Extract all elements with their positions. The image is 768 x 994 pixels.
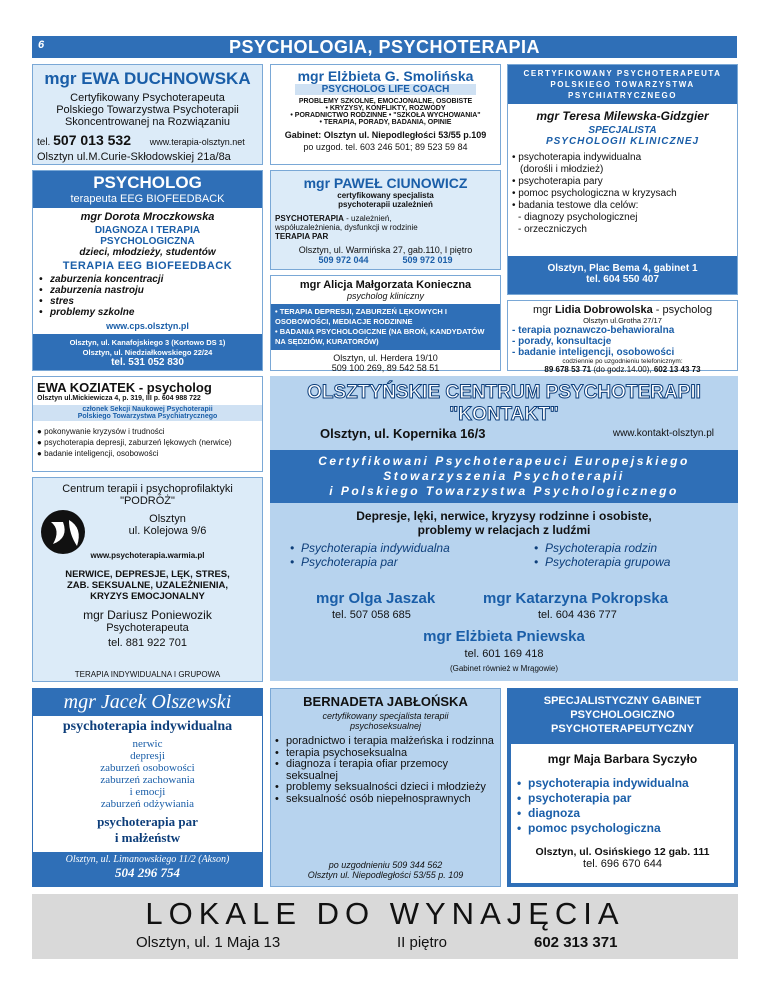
phone: tel. 604 550 407 xyxy=(586,274,659,285)
address: Olsztyn, ul. Herdera 19/10 xyxy=(333,353,438,363)
ad-line: Polskiego Towarzystwa Psychiatrycznego xyxy=(77,413,218,420)
ad-podroz xyxy=(32,477,263,682)
list-item: • diagnoza xyxy=(517,806,734,821)
ad-milewska xyxy=(507,64,738,295)
list-item: • seksualność osób niepełnosprawnych xyxy=(275,794,496,806)
list-item: • psychoterapia par xyxy=(517,791,734,806)
list-item: • Psychoterapia indywidualna xyxy=(290,541,450,555)
list-item: • psychoterapia indywidualna xyxy=(517,776,734,791)
list-item-text: badanie inteligencji, osobowości xyxy=(44,449,159,458)
phone: po uzgodnieniu 509 344 562 xyxy=(328,860,443,870)
list-item-text: badania testowe dla celów: xyxy=(518,200,639,211)
ad-kontakt xyxy=(270,376,738,681)
address: Olsztyn, ul. Limanowskiego 11/2 (Akson) xyxy=(65,854,230,865)
ad-sub: psychoterapia par xyxy=(97,814,198,829)
list-item: • diagnoza i terapia ofiar przemocy seksualnej xyxy=(275,759,496,782)
service-list xyxy=(37,426,262,459)
address: Olsztyn ul.M.Curie-Skłodowskiej 21a/8a xyxy=(37,151,231,163)
phone: 602 13 43 73 xyxy=(653,365,701,374)
ad-line: Centrum terapii i psychoprofilaktyki xyxy=(62,483,233,495)
list-item: • problemy seksualności dzieci i młodzieży xyxy=(275,782,496,794)
ad-syczylo xyxy=(507,688,738,887)
service-list xyxy=(275,736,496,805)
ad-note: (Gabinet również w Mrągowie) xyxy=(449,664,559,673)
list-item: • Psychoterapia grupowa xyxy=(534,555,670,569)
address: Olsztyn, ul. Kanafojskiego 3 (Kortowo DS 1) xyxy=(69,338,226,347)
phone: tel. 507 058 685 xyxy=(332,609,411,621)
ad-name: BERNADETA JABŁOŃSKA xyxy=(303,694,468,709)
ad-line: • KRYZYSY, KONFLIKTY, ROZWODY xyxy=(325,105,446,112)
website[interactable]: www.kontakt-olsztyn.pl xyxy=(612,428,714,439)
phone: tel. 601 169 418 xyxy=(464,648,544,660)
phones xyxy=(271,255,500,265)
phone: 507 013 532 xyxy=(53,132,131,148)
phone: 504 296 754 xyxy=(115,865,180,880)
floor: II piętro xyxy=(397,934,448,951)
ad-name: mgr EWA DUCHNOWSKA xyxy=(44,69,251,88)
service-list xyxy=(270,541,738,575)
list-item: • stres xyxy=(39,296,262,307)
ad-line: psychoterapii uzależnień xyxy=(338,200,433,209)
ad-contact xyxy=(37,132,262,148)
website[interactable]: www.psychoterapia.warmia.pl xyxy=(90,551,205,560)
ad-olszewski xyxy=(32,688,263,887)
list-item: • psychoterapia indywidualna xyxy=(512,152,642,163)
ad-line: PSYCHOLOGICZNO xyxy=(570,709,675,721)
address: Olsztyn, Plac Bema 4, gabinet 1 xyxy=(547,263,698,274)
list-item-text: pomoc psychologiczna w kryzysach xyxy=(518,188,677,199)
therapist-phone xyxy=(332,609,411,621)
service-list xyxy=(517,776,734,836)
ad-name: mgr Alicja Małgorzata Konieczna xyxy=(299,279,472,291)
list-item: • pomoc psychologiczna w kryzysach xyxy=(512,188,677,199)
ad-name-row xyxy=(508,304,737,316)
therapist-name: mgr Katarzyna Pokropska xyxy=(483,590,669,607)
service-list xyxy=(512,152,737,236)
ad-ciunowicz xyxy=(270,170,501,270)
list-item xyxy=(512,212,737,224)
list-item-text: - orzeczniczych xyxy=(518,224,587,235)
ad-title-prefix: mgr xyxy=(532,304,552,316)
ad-footer xyxy=(508,256,737,294)
list-item: • pomoc psychologiczna xyxy=(517,821,734,836)
list-item-text: psychoterapia pary xyxy=(518,176,603,187)
ad-line: SPECJALISTYCZNY GABINET xyxy=(543,695,702,707)
ad-line: i Polskiego Towarzystwa Psychologicznego xyxy=(329,484,679,498)
ad-name: mgr PAWEŁ CIUNOWICZ xyxy=(303,175,468,191)
website[interactable]: www.cps.olsztyn.pl xyxy=(106,321,189,331)
list-item: depresji xyxy=(130,750,165,762)
phone: tel. 531 052 830 xyxy=(111,357,184,368)
phone: po uzgod. tel. 603 246 501; 89 523 59 84 xyxy=(303,142,468,152)
therapist-name: mgr Olga Jaszak xyxy=(316,590,436,607)
list-item: ● pokonywanie kryzysów i trudności xyxy=(37,427,165,436)
ad-line: PROBLEMY SZKOLNE, EMOCJONALNE, OSOBISTE xyxy=(298,98,473,105)
ad-footer xyxy=(33,334,262,370)
ad-sub: psychoseksualnej xyxy=(349,721,422,731)
address: ul. Kolejowa 9/6 xyxy=(128,525,207,537)
ad-sub: psychoterapia indywidualna xyxy=(62,719,233,734)
ad-panel xyxy=(270,450,738,503)
ad-name: mgr Teresa Milewska-Gidzgier xyxy=(536,109,709,123)
address: Olsztyn ul.Mickiewicza 4, p. 319, III p. 604 988 722 xyxy=(37,395,201,402)
ad-panel xyxy=(271,304,500,350)
address: Gabinet: Olsztyn ul. Niepodległości 53/55 p.109 xyxy=(284,130,487,140)
list-item: ● psychoterapia depresji, zaburzeń lękowych (nerwice) xyxy=(37,438,232,447)
ad-header xyxy=(508,65,737,104)
footer-banner xyxy=(32,894,738,959)
list-item xyxy=(512,164,737,176)
ad-dobrowolska xyxy=(507,300,738,374)
ad-line: - porady, konsultacje xyxy=(512,336,612,347)
ad-line: PSYCHOTERAPIA xyxy=(275,214,344,223)
list-item-text: pokonywanie kryzysów i trudności xyxy=(44,427,165,436)
ad-role: Psychoterapeuta xyxy=(106,622,189,634)
address: Olsztyn, ul. Niedziałkowskiego 22/24 xyxy=(82,348,213,357)
ad-line: Certyfikowani Psychoterapeuci Europejskiego xyxy=(318,454,690,468)
ad-name: Lidia Dobrowolska xyxy=(554,304,653,316)
ad-note: codziennie po uzgodnieniu telefonicznym: xyxy=(562,358,683,365)
list-item: • terapia psychoseksualna xyxy=(275,748,496,760)
list-item-text: TERAPIA DEPRESJI, ZABURZEŃ LĘKOWYCH I OSOBOWOŚCI, MEDIACJE RODZINNE xyxy=(275,307,447,326)
page-title: PSYCHOLOGIA, PSYCHOTERAPIA xyxy=(228,37,541,57)
list-item-text: - diagnozy psychologicznej xyxy=(518,212,638,223)
address: Olsztyn, ul. 1 Maja 13 xyxy=(136,934,281,951)
list-item-text: (dorośli i młodzież) xyxy=(520,164,604,175)
ad-line: TERAPIA PAR xyxy=(275,232,329,241)
ad-body xyxy=(511,744,734,883)
ad-line: NERWICE, DEPRESJE, LĘK, STRES, xyxy=(65,569,230,580)
ad-sub: i małżeństw xyxy=(114,830,181,845)
list-item: • TERAPIA DEPRESJI, ZABURZEŃ LĘKOWYCH I OSOBOWOŚCI, MEDIACJE RODZINNE xyxy=(275,307,447,326)
tel-prefix: tel. xyxy=(37,137,51,148)
ad-line: - terapia poznawczo-behawioralna xyxy=(512,325,675,336)
ad-koziatek xyxy=(32,376,263,472)
ad-name: mgr Elżbieta G. Smolińska xyxy=(297,68,474,84)
list-item-text: psychoterapia depresji, zaburzeń lękowych (nerwice) xyxy=(44,438,232,447)
ad-header xyxy=(33,689,262,716)
page-number: 6 xyxy=(38,39,45,51)
list-item: • poradnictwo i terapia małżeńska i rodzinna xyxy=(275,736,496,748)
ad-sub: certyfikowany specjalista terapii xyxy=(322,711,449,721)
list-item: • badania testowe dla celów: xyxy=(512,200,639,211)
ad-line: DIAGNOZA I TERAPIA xyxy=(94,225,201,236)
therapist-name: mgr Elżbieta Pniewska xyxy=(423,628,585,645)
phone: 89 678 53 71 xyxy=(544,365,592,374)
ad-note: (do godz.14.00), xyxy=(593,365,652,374)
ad-header xyxy=(33,171,262,208)
list-item: nerwic xyxy=(132,738,163,750)
ad-panel xyxy=(33,405,262,421)
ad-sub: psycholog kliniczny xyxy=(346,291,425,301)
ad-text xyxy=(275,214,500,223)
address: Olsztyn, ul. Osińskiego 12 gab. 111 xyxy=(535,846,710,858)
ad-mroczkowska xyxy=(32,170,263,371)
ad-line: - uzależnień, xyxy=(343,214,392,223)
list-item: • psychoterapia pary xyxy=(512,176,603,187)
ad-line: POLSKIEGO TOWARZYSTWA xyxy=(550,80,695,89)
ad-header xyxy=(507,688,738,736)
list-item: • zaburzenia koncentracji xyxy=(39,274,262,285)
ad-line: problemy w relacjach z ludźmi xyxy=(417,523,591,537)
service-list xyxy=(33,738,262,810)
ad-line: członek Sekcji Naukowej Psychoterapii xyxy=(82,406,213,413)
list-item: • Psychoterapia par xyxy=(290,555,450,569)
ad-title: OLSZTYŃSKIE CENTRUM PSYCHOTERAPII xyxy=(307,382,701,403)
ad-title: "KONTAKT" xyxy=(449,404,559,425)
ad-line: ZAB. SEKSUALNE, UZALEŻNIENIA, xyxy=(67,580,228,591)
phones xyxy=(508,365,737,374)
ad-line: KRYZYS EMOCJONALNY xyxy=(90,591,205,602)
address: Olsztyn, ul. Warmińska 27, gab.110, I piętro xyxy=(298,245,473,255)
ad-line: PSYCHIATRYCZNEGO xyxy=(568,91,677,100)
ad-line: • TERAPIA, PORADY, BADANIA, OPINIE xyxy=(319,119,452,126)
footer-title: LOKALE DO WYNAJĘCIA xyxy=(145,896,625,931)
phone: 509 972 019 xyxy=(402,255,453,265)
phone: 602 313 371 xyxy=(534,934,618,951)
ad-duchnowska xyxy=(32,64,263,165)
ad-line: Certyfikowany Psychoterapeuta xyxy=(70,92,225,104)
ad-sub: terapeuta EEG BIOFEEDBACK xyxy=(70,193,225,205)
ad-footer xyxy=(271,860,500,880)
list-item: • problemy szkolne xyxy=(39,307,262,318)
ad-line: TERAPIA EEG BIOFEEDBACK xyxy=(62,260,233,272)
ad-konieczna xyxy=(270,275,501,371)
phone: tel. 881 922 701 xyxy=(108,637,187,649)
list-item: • Psychoterapia rodzin xyxy=(534,541,670,555)
address: Olsztyn ul. Niepodległości 53/55 p. 109 xyxy=(307,870,464,880)
ad-name: mgr Dariusz Poniewozik xyxy=(83,608,212,622)
ad-line: Olsztyn xyxy=(149,513,186,525)
ad-line: PSYCHOLOGICZNA xyxy=(100,236,195,247)
faces-logo xyxy=(39,508,95,556)
ad-line: CERTYFIKOWANY PSYCHOTERAPEUTA xyxy=(523,69,722,78)
ad-sub: PSYCHOLOGII KLINICZNEJ xyxy=(545,136,700,147)
ad-line: Depresje, lęki, nerwice, kryzysy rodzinne i osobiste, xyxy=(356,509,652,523)
list-item: zaburzeń odżywiania xyxy=(100,798,195,810)
ad-jablonska xyxy=(270,688,501,887)
phone: tel. 696 670 644 xyxy=(583,858,662,870)
list-item: i emocji xyxy=(129,786,166,798)
ad-smolinska xyxy=(270,64,501,165)
ad-sub: SPECJALISTA xyxy=(588,125,657,136)
phone: tel. 604 436 777 xyxy=(538,609,617,621)
ad-line: PSYCHOTERAPEUTYCZNY xyxy=(550,723,695,735)
ad-line: • PORADNICTWO RODZINNE • "SZKOŁA WYCHOWANIA" xyxy=(290,112,481,119)
ad-line: dzieci, młodzieży, studentów xyxy=(79,247,216,258)
ad-name-row xyxy=(33,608,262,622)
list-item: zaburzeń zachowania xyxy=(100,774,195,786)
service-list xyxy=(39,274,262,318)
list-item xyxy=(512,224,737,236)
service-column xyxy=(290,541,450,569)
ad-name: EWA KOZIATEK - psycholog xyxy=(37,380,212,395)
ad-name: mgr Maja Barbara Syczyło xyxy=(547,752,698,766)
list-item: ● badanie inteligencji, osobowości xyxy=(37,449,159,458)
list-item: zaburzeń osobowości xyxy=(100,762,195,774)
ad-line: Stowarzyszenia Psychoterapii xyxy=(383,469,625,483)
list-item: • zaburzenia nastroju xyxy=(39,285,262,296)
list-item-text: psychoterapia indywidualna xyxy=(518,152,642,163)
list-item: • BADANIA PSYCHOLOGICZNE (NA BROŃ, KANDYDATÓW NA SĘDZIÓW, KURATORÓW) xyxy=(275,327,485,346)
ad-sub: PSYCHOLOG LIFE COACH xyxy=(295,84,476,95)
ad-footer xyxy=(33,852,262,886)
ad-name: mgr Dorota Mroczkowska xyxy=(80,211,215,223)
ad-addr-row xyxy=(270,426,738,444)
ad-line: - badanie inteligencji, osobowości xyxy=(512,347,675,358)
ad-title: PSYCHOLOG xyxy=(93,173,202,192)
ad-line: certyfikowany specjalista xyxy=(337,191,434,200)
ad-footer: TERAPIA INDYWIDUALNA I GRUPOWA xyxy=(74,670,221,679)
ad-title: "PODRÓŻ" xyxy=(120,495,175,507)
ad-line: współuzależnienia, dysfunkcji w rodzinie xyxy=(275,223,418,232)
website[interactable]: www.terapia-olsztyn.net xyxy=(149,137,245,147)
phone: 509 100 269, 89 542 58 51 xyxy=(331,363,440,373)
address: Olsztyn, ul. Kopernika 16/3 xyxy=(320,426,486,441)
page-header xyxy=(32,36,737,58)
ad-role: - psycholog xyxy=(652,304,713,316)
phone: 509 972 044 xyxy=(318,255,369,265)
address: Olsztyn ul.Grotha 27/17 xyxy=(583,316,662,325)
service-column xyxy=(534,541,670,569)
ad-name: mgr Jacek Olszewski xyxy=(63,691,232,713)
ad-line: Skoncentrowanej na Rozwiązaniu xyxy=(64,116,231,128)
therapist-phone xyxy=(538,609,617,621)
ad-line: Polskiego Towarzystwa Psychoterapii xyxy=(56,104,239,116)
list-item-text: BADANIA PSYCHOLOGICZNE (NA BROŃ, KANDYDATÓW NA SĘDZIÓW, KURATORÓW) xyxy=(275,327,485,346)
